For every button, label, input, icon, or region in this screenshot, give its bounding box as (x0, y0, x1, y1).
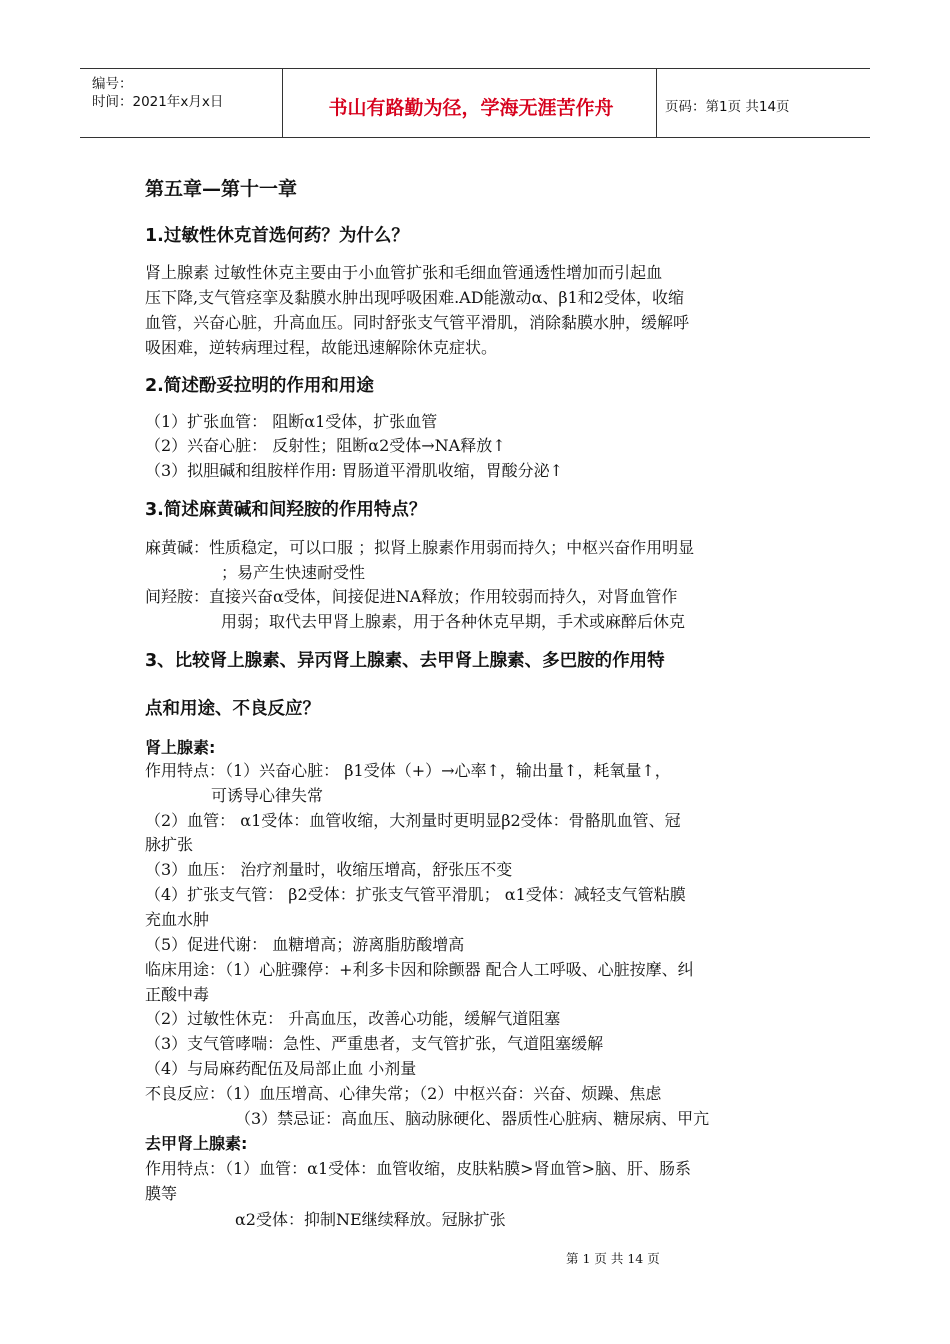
number-label: 编号： (92, 76, 133, 92)
ad-line: 作用特点：（1）兴奋心脏： β1受体（+）→心率↑，输出量↑，耗氧量↑， (145, 761, 671, 780)
header-meta (92, 75, 223, 111)
page-footer: 第 1 页 共 14 页 (566, 1251, 660, 1266)
ad-line: （3）血压： 治疗剂量时，收缩压增高，舒张压不变 (145, 860, 513, 879)
ad-line: 临床用途：（1）心脏骤停：+利多卡因和除颤器 配合人工呼吸、心脏按摩、纠 (145, 960, 694, 979)
ad-line: 不良反应：（1）血压增高、心律失常；（2）中枢兴奋：兴奋、烦躁、焦虑 (145, 1084, 662, 1103)
q2-line: （3）拟胆碱和组胺样作用: 胃肠道平滑肌收缩，胃酸分泌↑ (145, 461, 564, 480)
q4-title: 3、比较肾上腺素、异丙肾上腺素、去甲肾上腺素、多巴胺的作用特 (145, 651, 665, 671)
ad-line: （4）扩张支气管： β2受体：扩张支气管平滑肌； α1受体：减轻支气管粘膜 (145, 885, 686, 904)
q1-line: 血管，兴奋心脏，升高血压。同时舒张支气管平滑肌，消除黏膜水肿，缓解呼 (145, 313, 690, 332)
q2-title: 2.简述酚妥拉明的作用和用途 (145, 376, 374, 396)
q1-line: 吸困难，逆转病理过程，故能迅速解除休克症状。 (145, 338, 498, 357)
ad-line: （4）与局麻药配伍及局部止血 小剂量 (145, 1059, 417, 1078)
q2-line: （1）扩张血管： 阻断α1受体，扩张血管 (145, 412, 438, 431)
q2-line: （2）兴奋心脏： 反射性；阻断α2受体→NA释放↑ (145, 436, 506, 455)
header-motto: 书山有路勤为径，学海无涯苦作舟 (328, 97, 614, 119)
q3-line: 间羟胺：直接兴奋α受体，间接促进NA释放；作用较弱而持久，对肾血管作 (145, 587, 678, 606)
ne-line: 膜等 (145, 1184, 178, 1203)
ad-line: 脉扩张 (145, 835, 194, 854)
ad-line: 可诱导心律失常 (211, 786, 324, 805)
q4-title: 点和用途、不良反应？ (145, 699, 320, 719)
ad-line: （3）禁忌证：高血压、脑动脉硬化、器质性心脏病、糖尿病、甲亢 (235, 1109, 710, 1128)
ne-line: α2受体：抑制NE继续释放。冠脉扩张 (235, 1210, 506, 1229)
ad-line: （3）支气管哮喘：急性、严重患者，支气管扩张，气道阻塞缓解 (145, 1034, 604, 1053)
ne-line: 作用特点：（1）血管：α1受体：血管收缩，皮肤粘膜>肾血管>脑、肝、肠系 (145, 1159, 691, 1178)
ad-heading: 肾上腺素: (145, 738, 216, 757)
q3-line: 用弱；取代去甲肾上腺素，用于各种休克早期，手术或麻醉后休克 (221, 612, 686, 631)
chapter-title: 第五章—第十一章 (145, 178, 298, 200)
q3-title: 3.简述麻黄碱和间羟胺的作用特点？ (145, 500, 427, 520)
date-label: 时间：2021年x月x日 (92, 94, 224, 110)
q1-title: 1.过敏性休克首选何药？为什么？ (145, 226, 409, 246)
q1-line: 肾上腺素 过敏性休克主要由于小血管扩张和毛细血管通透性增加而引起血 (145, 263, 663, 282)
ad-line: （2）血管： α1受体：血管收缩，大剂量时更明显β2受体：骨骼肌血管、冠 (145, 811, 681, 830)
header-page-label: 页码：第1页 共14页 (665, 99, 790, 115)
page-header (80, 68, 870, 138)
q3-line: 麻黄碱：性质稳定，可以口服 ；拟肾上腺素作用弱而持久；中枢兴奋作用明显 (145, 538, 695, 557)
ad-line: （5）促进代谢： 血糖增高；游离脂肪酸增高 (145, 935, 465, 954)
ad-line: 充血水肿 (145, 910, 210, 929)
ad-line: 正酸中毒 (145, 985, 210, 1004)
header-divider (282, 69, 283, 137)
q3-line: ；易产生快速耐受性 (221, 563, 366, 582)
ad-line: （2）过敏性休克： 升高血压，改善心功能，缓解气道阻塞 (145, 1009, 561, 1028)
ne-heading: 去甲肾上腺素: (145, 1134, 248, 1153)
q1-line: 压下降,支气管痉挛及黏膜水肿出现呼吸困难.AD能激动α、β1和2受体，收缩 (145, 288, 684, 307)
